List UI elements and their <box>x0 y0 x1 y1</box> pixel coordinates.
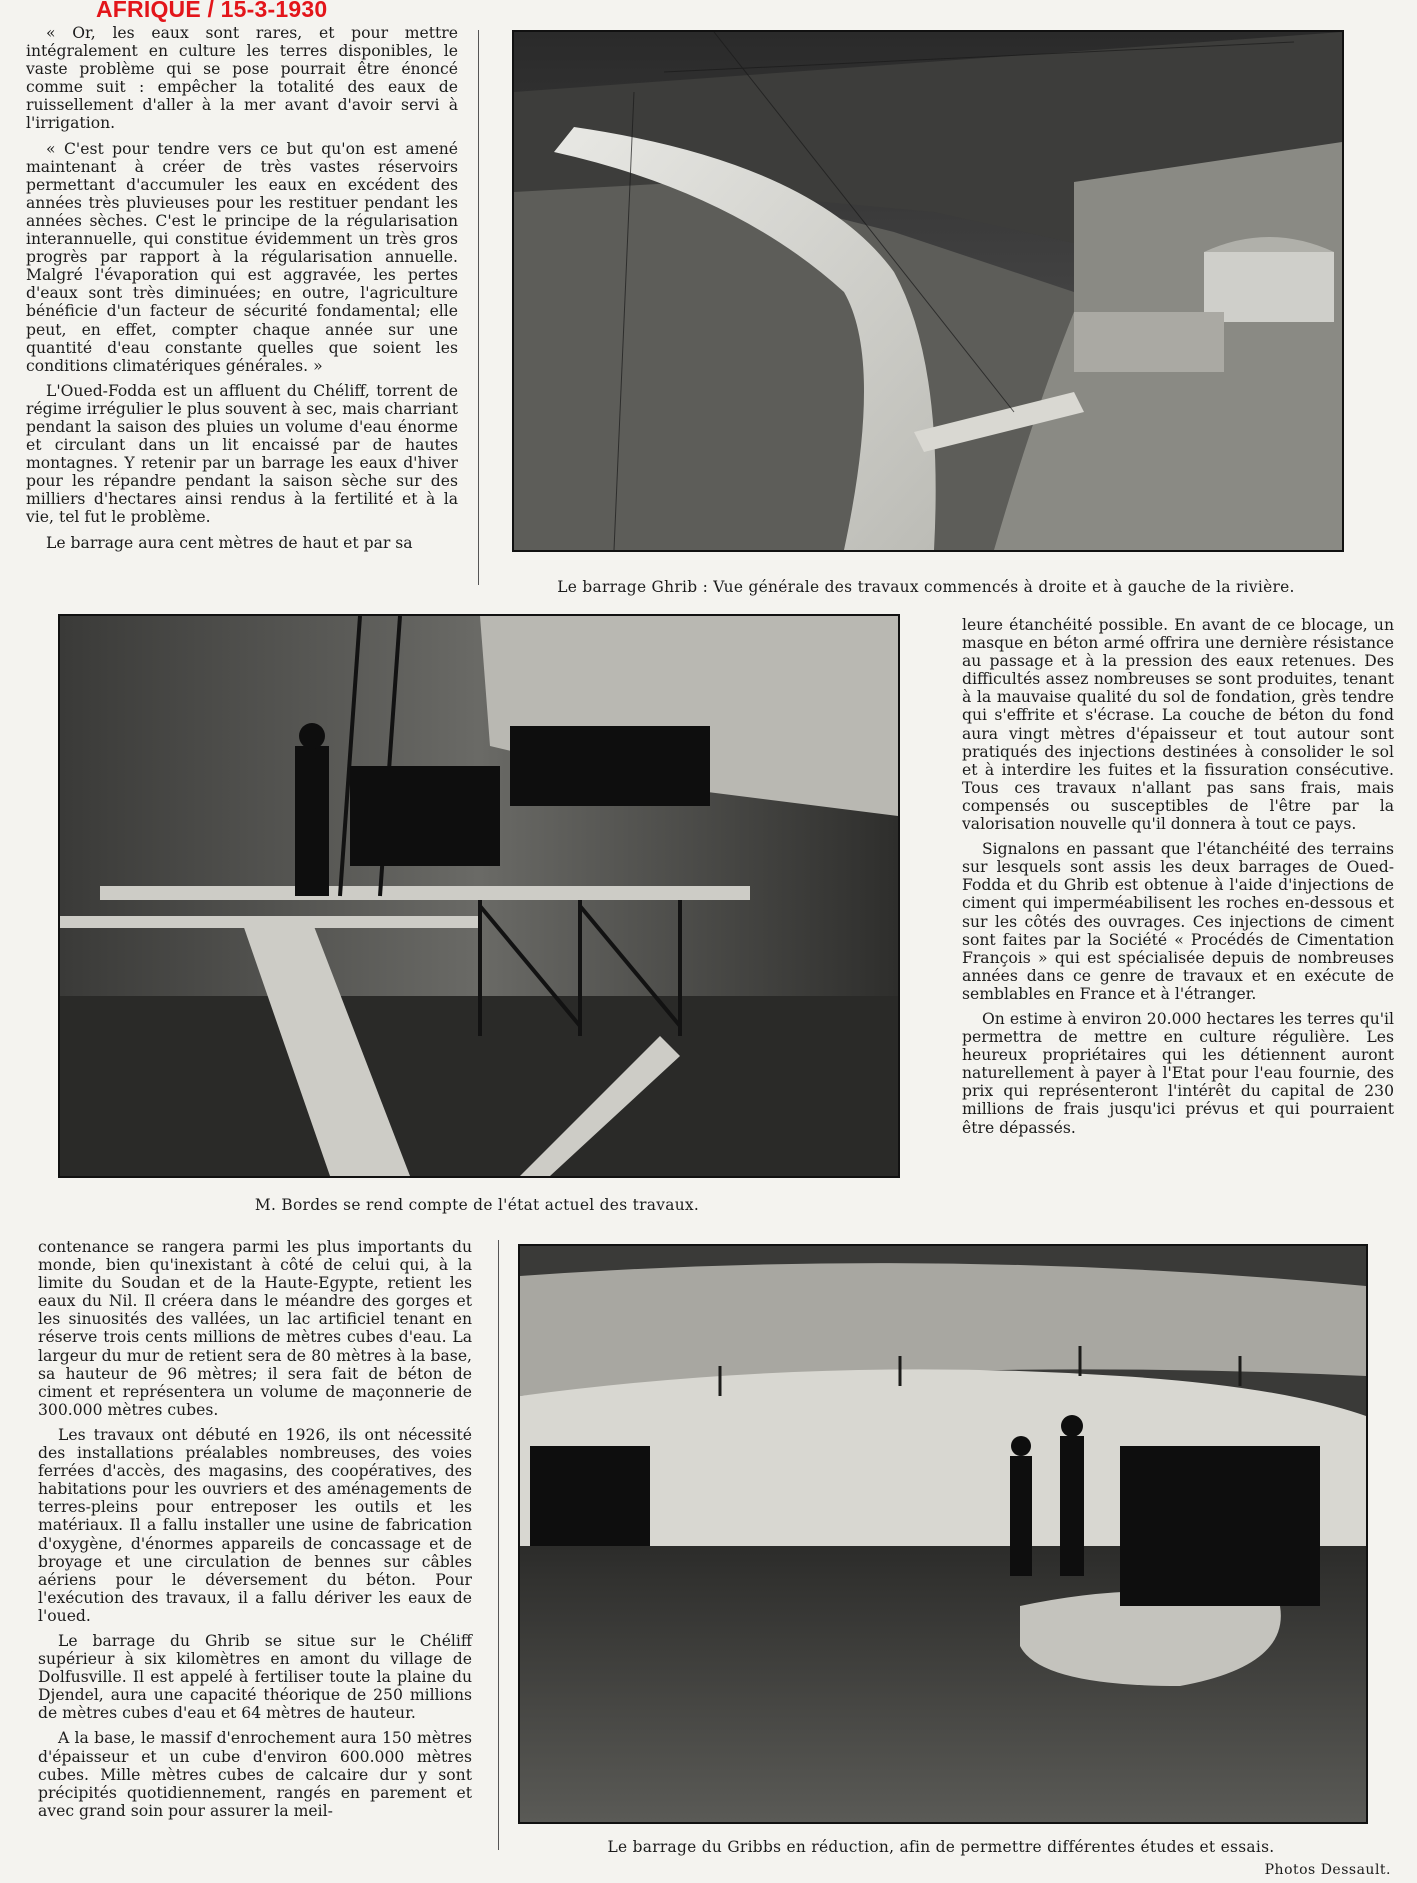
column-top-left <box>26 24 458 559</box>
paragraph: A la base, le massif d'enrochement aura 150 mètres d'épaisseur et un cube d'environ 600.000 mètres cubes. Mille mètres cubes de calcaire dur y sont précipités quotidiennement, rangés en parement et avec grand soin pour assurer la meil- <box>38 1729 472 1820</box>
paragraph: leure étanchéité possible. En avant de ce blocage, un masque en béton armé offrira une dernière résistance au passage et à la pression des eaux retenues. Des difficultés assez nombreuses se sont produites, tenant à la mauvaise qualité du sol de fondation, grès tendre qui s'effrite et s'écrase. La couche de béton du fond aura vingt mètres d'épaisseur et tout autour sont pratiqués des injections destinées à consolider le sol et à interdire les fuites et la fissuration consécutive. Tous ces travaux n'allant pas sans frais, mais compensés ou susceptibles de l'être par la valorisation nouvelle qu'il donnera à tout ce pays. <box>962 616 1394 834</box>
paragraph: « Or, les eaux sont rares, et pour mettre intégralement en culture les terres disponibles, le vaste problème qui se pose pourrait être énoncé comme suit : empêcher la totalité des eaux de ruissellement d'aller à la mer avant d'avoir servi à l'irrigation. <box>26 24 458 133</box>
column-divider <box>478 30 479 585</box>
paragraph: L'Oued-Fodda est un affluent du Chéliff, torrent de régime irrégulier le plus souvent à sec, mais charriant pendant la saison des pluies un volume d'eau énorme et circulant dans un lit encaissé par de hautes montagnes. Y retenir par un barrage les eaux d'hiver pour les répandre pendant la saison sèche sur des milliers d'hectares ainsi rendus à la fertilité et à la vie, tel fut le problème. <box>26 381 458 527</box>
archive-stamp: AFRIQUE / 15-3-1930 <box>96 0 328 22</box>
photo-ghrib-overview <box>512 30 1344 552</box>
paragraph: On estime à environ 20.000 hectares les terres qu'il permettra de mettre en culture régulière. Les heureux propriétaires qui les détiennent auront naturellement à payer à l'Etat pour l'eau fournie, des prix qui représenteront l'intérêt du capital de 230 millions de frais jusqu'ici prévus et qui pourraient être dépassés. <box>962 1009 1394 1137</box>
paragraph: Signalons en passant que l'étanchéité des terrains sur lesquels sont assis les deux barrages de Oued-Fodda et du Ghrib est obtenue à l'aide d'injections de ciment qui imperméabilisent les roches en-dessous et sur les côtés des ouvrages. Ces injections de ciment sont faites par la Société « Procédés de Cimentation François » qui est spécialisée depuis de nombreuses années dans ce genre de travaux et en exécute de semblables en France et à l'étranger. <box>962 840 1394 1003</box>
photo-credit: Photos Dessault. <box>1264 1862 1391 1878</box>
paragraph: Le barrage aura cent mètres de haut et par sa <box>46 533 413 552</box>
photo1-caption: Le barrage Ghrib : Vue générale des travaux commencés à droite et à gauche de la rivière. <box>557 578 1295 596</box>
photo-bordes-inspection <box>58 614 900 1178</box>
column-divider <box>498 1240 499 1850</box>
column-mid-right <box>962 616 1394 1144</box>
column-bottom-left <box>38 1238 472 1827</box>
photo3-caption: Le barrage du Gribbs en réduction, afin de permettre différentes études et essais. <box>607 1838 1275 1856</box>
paragraph: contenance se rangera parmi les plus importants du monde, bien qu'inexistant à côté de celui qui, à la limite du Soudan et de la Haute-Egypte, retient les eaux du Nil. Il créera dans le méandre des gorges et les sinuosités des vallées, un lac artificiel tenant en réserve trois cents millions de mètres cubes d'eau. La largeur du mur de retient sera de 80 mètres à la base, sa hauteur de 96 mètres; il sera fait de béton de ciment et représentera un volume de maçonnerie de 300.000 mètres cubes. <box>38 1238 472 1419</box>
paragraph: « C'est pour tendre vers ce but qu'on est amené maintenant à créer de très vastes réservoirs permettant d'accumuler les eaux en excédent des années très pluvieuses pour les restituer pendant les années sèches. C'est le principe de la régularisation interannuelle, qui constitue évidemment un très gros progrès par rapport à la régularisation annuelle. Malgré l'évaporation qui est aggravée, les pertes d'eaux sont très diminuées; en outre, l'agriculture bénéficie d'un facteur de sécurité fondamental; elle peut, en effet, compter chaque année sur une quantité d'eau constante quelles que soient les conditions climatériques générales. » <box>26 139 458 375</box>
paragraph: Les travaux ont débuté en 1926, ils ont nécessité des installations préalables nombreuses, des voies ferrées d'accès, des magasins, des coopératives, des habitations pour les ouvriers et des aménagements de terres-pleins pour entreposer les outils et les matériaux. Il a fallu installer une usine de fabrication d'oxygène, d'énormes appareils de concassage et de broyage et une circulation de bennes sur câbles aériens pour le déversement du béton. Pour l'exécution des travaux, il a fallu dériver les eaux de l'oued. <box>38 1425 472 1625</box>
photo2-caption: M. Bordes se rend compte de l'état actuel des travaux. <box>254 1196 700 1214</box>
photo-gribbs-model <box>518 1244 1368 1824</box>
paragraph: Le barrage du Ghrib se situe sur le Chéliff supérieur à six kilomètres en amont du village de Dolfusville. Il est appelé à fertiliser toute la plaine du Djendel, aura une capacité théorique de 250 millions de mètres cubes d'eau et 64 mètres de hauteur. <box>38 1631 472 1723</box>
